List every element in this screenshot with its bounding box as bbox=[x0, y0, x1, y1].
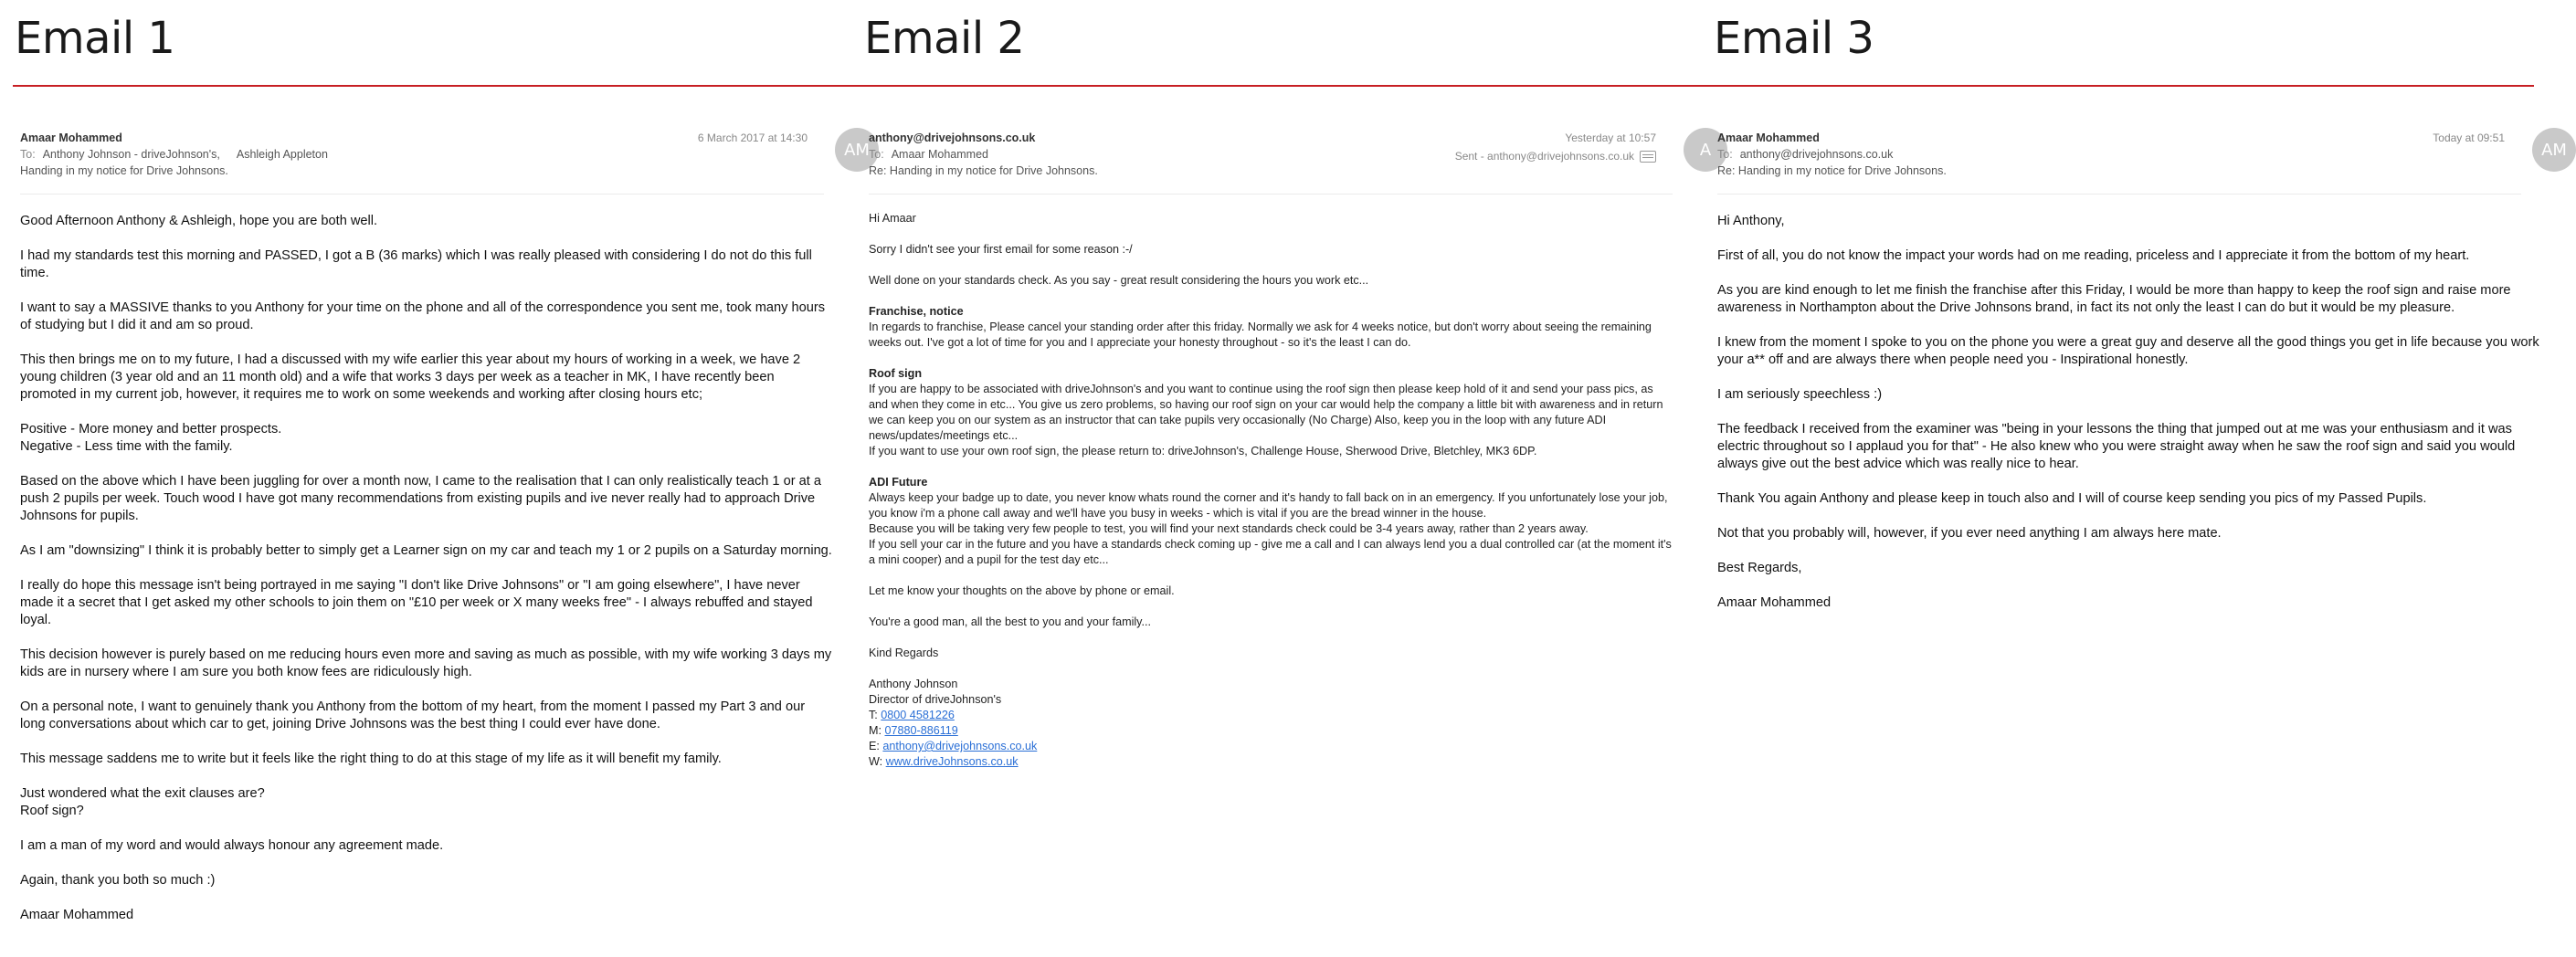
email-2 bbox=[869, 126, 1712, 957]
recipient-2[interactable]: Ashleigh Appleton bbox=[236, 148, 328, 161]
sent-from bbox=[1455, 150, 1656, 163]
subject: Handing in my notice for Drive Johnsons. bbox=[20, 164, 228, 177]
sent-label: Sent - anthony@drivejohnsons.co.uk bbox=[1454, 150, 1634, 163]
website-label: W: bbox=[869, 755, 883, 768]
mobile-link[interactable]: 07880-886119 bbox=[884, 724, 958, 737]
date: 6 March 2017 at 14:30 bbox=[697, 131, 808, 144]
avatar: A bbox=[1684, 128, 1727, 172]
email-link[interactable]: anthony@drivejohnsons.co.uk bbox=[882, 740, 1038, 752]
paragraph: This then brings me on to my future, I had a discussed with my wife earlier this year about my hours of working in a week, we have 2 young children (3 year old and an 11 month old) and a wife that works 3 days per week as a teacher in MK, I have recently been promoted in my current job, however, it requires me to work on some weekends and working after closing hours etc; bbox=[20, 352, 801, 402]
paragraph: Again, thank you both so much :) bbox=[20, 873, 216, 888]
paragraph: As I am "downsizing" I think it is probably better to simply get a Learner sign on my car and teach my 1 or 2 pupils on a Saturday morning. bbox=[20, 543, 832, 558]
recipient-1[interactable]: anthony@drivejohnsons.co.uk bbox=[1739, 148, 1894, 161]
email-3 bbox=[1717, 126, 2567, 957]
sign-off: Kind Regards bbox=[869, 647, 939, 659]
website-link[interactable]: www.driveJohnsons.co.uk bbox=[885, 755, 1019, 768]
sender-name[interactable]: Amaar Mohammed bbox=[1717, 131, 1820, 144]
signature-block bbox=[869, 677, 1673, 770]
email-body bbox=[869, 211, 1673, 770]
email-body bbox=[1717, 213, 2539, 612]
signature-title: Director of driveJohnson's bbox=[869, 693, 1002, 706]
paragraph: I am a man of my word and would always honour any agreement made. bbox=[20, 838, 444, 853]
recipient-1[interactable]: Anthony Johnson - driveJohnson's, bbox=[42, 148, 220, 161]
email-header bbox=[869, 126, 1712, 181]
paragraph: Good Afternoon Anthony & Ashleigh, hope you are both well. bbox=[20, 214, 378, 228]
section-title-roof-sign: Roof sign bbox=[869, 367, 923, 380]
signature-phone bbox=[869, 708, 1673, 723]
sign-off: Best Regards, bbox=[1717, 561, 1802, 575]
email-header bbox=[20, 126, 870, 181]
sender-name[interactable]: anthony@drivejohnsons.co.uk bbox=[869, 131, 1036, 144]
email-label: E: bbox=[869, 740, 880, 752]
paragraph: I am seriously speechless :) bbox=[1717, 387, 1883, 402]
paragraph: Positive - More money and better prospects. Negative - Less time with the family. bbox=[20, 422, 282, 454]
email-3-heading: Email 3 bbox=[1714, 13, 1874, 64]
email-1 bbox=[20, 126, 870, 957]
mobile-label: M: bbox=[869, 724, 882, 737]
recipients bbox=[1717, 148, 1893, 161]
header-divider bbox=[869, 194, 1673, 195]
section-text-franchise: In regards to franchise, Please cancel your standing order after this friday. Normally we ask for 4 weeks notice, but don't worry about seeing the remaining weeks out. I've got a lot of time for you and I appreciate your honesty throughout - so it's the least I can do. bbox=[869, 321, 1652, 349]
section-title-franchise: Franchise, notice bbox=[869, 305, 964, 318]
header-divider bbox=[1717, 194, 2521, 195]
greeting: Hi Amaar bbox=[869, 212, 916, 225]
signature-name: Anthony Johnson bbox=[869, 678, 958, 690]
paragraph: Based on the above which I have been juggling for over a month now, I came to the realisation that I can only realistically teach 1 or at a push 2 pupils per week. Touch wood I have got many recommendations from existing pupils and ive never really had to approach Drive Johnsons for pupils. bbox=[20, 474, 821, 523]
date: Yesterday at 10:57 bbox=[1565, 131, 1656, 144]
paragraph: You're a good man, all the best to you and your family... bbox=[869, 615, 1152, 628]
signature: Amaar Mohammed bbox=[20, 908, 134, 922]
paragraph: I had my standards test this morning and PASSED, I got a B (36 marks) which I was really pleased with considering I do not do this full time. bbox=[20, 248, 812, 280]
to-label: To: bbox=[869, 148, 884, 161]
paragraph: I knew from the moment I spoke to you on the phone you were a great guy and deserve all the good things you get in life because you work your a** off and are always there when people need you - Inspirational honestly. bbox=[1717, 335, 2539, 367]
phone-label: T: bbox=[869, 709, 878, 721]
recipient-1[interactable]: Amaar Mohammed bbox=[891, 148, 988, 161]
email-body bbox=[20, 213, 833, 924]
paragraph: On a personal note, I want to genuinely thank you Anthony from the bottom of my heart, from the moment I passed my Part 3 and our long conversations about which car to get, joining Drive Johnsons was the best thing I could ever have done. bbox=[20, 699, 806, 731]
paragraph: The feedback I received from the examiner was "being in your lessons the thing that jumped out at me was your enthusiasm and it was electric throughout so I applaud you for that" - He also knew who you were straight away when he saw the roof sign and said you would always give out the best advice which was really nice to hear. bbox=[1717, 422, 2516, 471]
subject: Re: Handing in my notice for Drive Johnsons. bbox=[869, 164, 1098, 177]
avatar: AM bbox=[2532, 128, 2576, 172]
signature-website bbox=[869, 754, 1673, 770]
recipients bbox=[20, 148, 328, 161]
paragraph: Just wondered what the exit clauses are? Roof sign? bbox=[20, 786, 265, 818]
to-label: To: bbox=[1717, 148, 1733, 161]
header-divider bbox=[20, 194, 824, 195]
avatar: AM bbox=[835, 128, 879, 172]
email-1-heading: Email 1 bbox=[15, 13, 175, 64]
signature-email bbox=[869, 739, 1673, 754]
sender-name[interactable]: Amaar Mohammed bbox=[20, 131, 122, 144]
paragraph: Let me know your thoughts on the above by phone or email. bbox=[869, 584, 1175, 597]
email-2-heading: Email 2 bbox=[864, 13, 1025, 64]
signature: Amaar Mohammed bbox=[1717, 595, 1832, 610]
paragraph: Sorry I didn't see your first email for some reason :-/ bbox=[869, 243, 1133, 256]
section-text-roof-sign: If you are happy to be associated with driveJohnson's and you want to continue using the roof sign then please keep hold of it and send your pass pics, as and when they come in etc... You give us zero problems, so having our roof sign on your car would help the company a little bit with awareness and in return we can keep you on our system as an instructor that can take pupils very occasionally (No Charge) Also, keep you in the loop with any future ADI news/updates/meetings etc... If you want to use your own roof sign, the please return to: driveJohnson's, Challenge House, Sherwood Drive, Bletchley, MK3 6DP. bbox=[869, 383, 1663, 457]
paragraph: First of all, you do not know the impact your words had on me reading, priceless and I appreciate it from the bottom of my heart. bbox=[1717, 248, 2470, 263]
paragraph: Not that you probably will, however, if you ever need anything I am always here mate. bbox=[1717, 526, 2222, 541]
phone-link[interactable]: 0800 4581226 bbox=[881, 709, 955, 721]
email-header bbox=[1717, 126, 2567, 181]
subject: Re: Handing in my notice for Drive Johnsons. bbox=[1717, 164, 1947, 177]
paragraph: This message saddens me to write but it feels like the right thing to do at this stage of my life as it will benefit my family. bbox=[20, 752, 722, 766]
paragraph: I really do hope this message isn't being portrayed in me saying "I don't like Drive Johnsons" or "I am going elsewhere", I have never made it a secret that I get asked my other schools to join them on "£10 per week or X many weeks free" - I always rebuffed and stayed loyal. bbox=[20, 578, 813, 627]
paragraph: As you are kind enough to let me finish the franchise after this Friday, I would be more than happy to keep the roof sign and raise more awareness in Northampton about the Drive Johnsons brand, in fact its not only the least I can do but it would be my pleasure. bbox=[1717, 283, 2511, 315]
heading-divider bbox=[13, 85, 2534, 87]
section-text-adi-future: Always keep your badge up to date, you never know whats round the corner and it's handy to fall back on in an emergency. If you unfortunately lose your job, you know i'm a phone call away and we'll have you busy in weeks - which is vital if you are the bread winner in the house. Because you will be taking very few people to test, you will find your next standards check could be 3-4 years away, rather than 2 years away. If you sell your car in the future and you have a standards check coming up - give me a call and I can always lend you a dual controlled car (at the moment it's a mini cooper) and a pupil for the test day etc... bbox=[869, 491, 1672, 566]
greeting: Hi Anthony, bbox=[1717, 214, 1785, 228]
paragraph: Thank You again Anthony and please keep in touch also and I will of course keep sending you pics of my Passed Pupils. bbox=[1717, 491, 2427, 506]
to-label: To: bbox=[20, 148, 36, 161]
date: Today at 09:51 bbox=[2433, 131, 2505, 144]
paragraph: I want to say a MASSIVE thanks to you Anthony for your time on the phone and all of the correspondence you sent me, took many hours of studying but I did it and am so proud. bbox=[20, 300, 825, 332]
signature-mobile bbox=[869, 723, 1673, 739]
paragraph: This decision however is purely based on me reducing hours even more and saving as much as possible, with my wife working 3 days my kids are in nursery where I am sure you both know fees are ridiculously high. bbox=[20, 647, 832, 679]
mailbox-icon bbox=[1640, 151, 1656, 163]
recipients bbox=[869, 148, 988, 161]
paragraph: Well done on your standards check. As you say - great result considering the hours you work etc... bbox=[869, 274, 1369, 287]
section-title-adi-future: ADI Future bbox=[869, 476, 928, 489]
